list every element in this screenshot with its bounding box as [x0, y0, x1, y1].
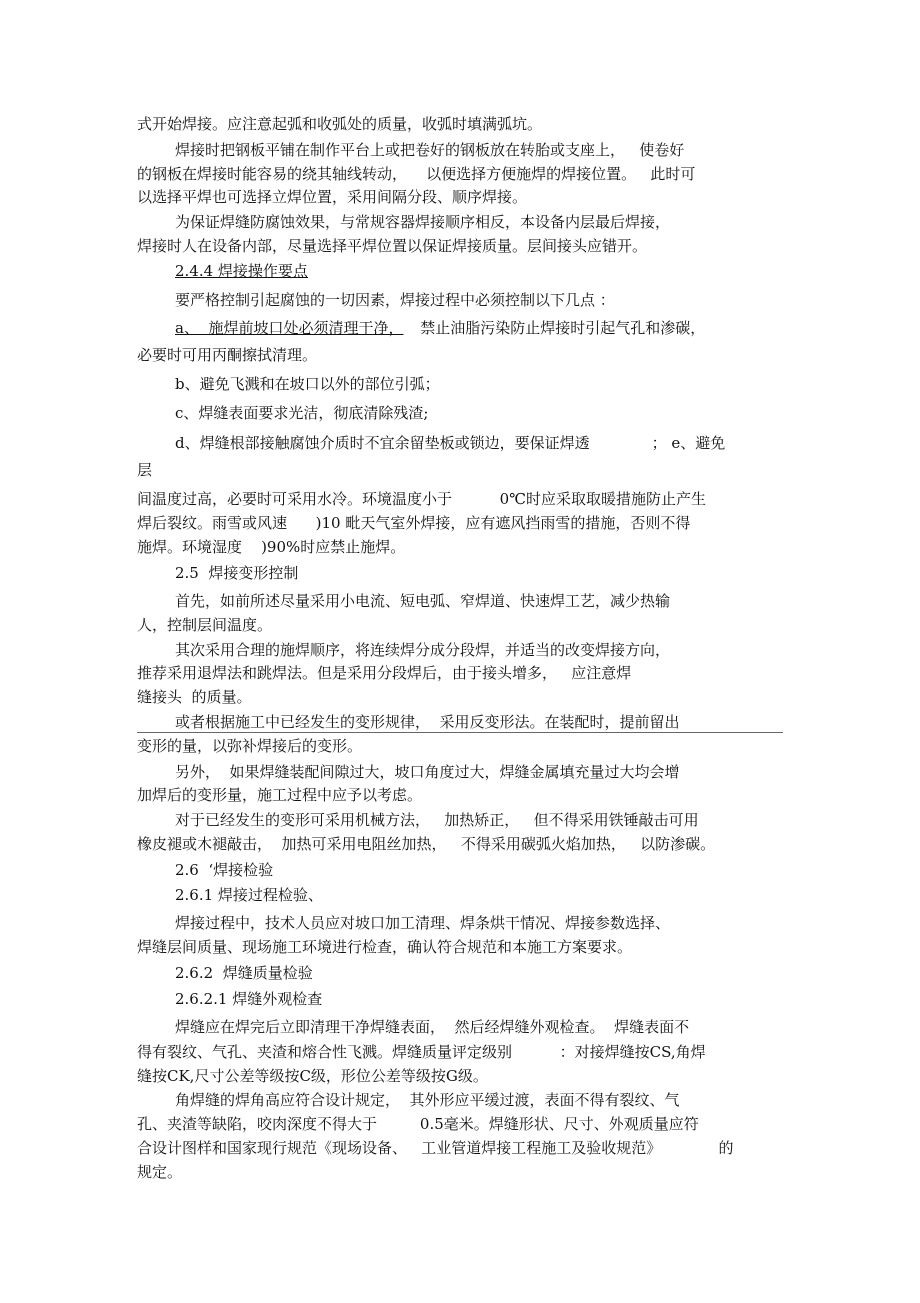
text-line: 对于已经发生的变形可采用机械方法， 加热矫正， 但不得采用铁锤敲击可用 — [175, 811, 699, 829]
text-line: 缝按CK,尺寸公差等级按C级，形位公差等级按G级。 — [137, 1067, 488, 1085]
text-line: 必要时可用丙酮擦拭清理。 — [137, 346, 318, 364]
text-line: 焊接时把钢板平铺在制作平台上或把卷好的钢板放在转胎或支座上， 使卷好 — [175, 141, 685, 159]
list-item: d、焊缝根部接触腐蚀介质时不宜余留垫板或锁边，要保证焊透 ； e、避免 — [175, 434, 726, 452]
text-line: 禁止油脂污染防止焊接时引起气孔和渗碳， — [406, 319, 706, 337]
text-line: 变形的量，以弥补焊接后的变形。 — [137, 737, 363, 755]
section-heading: 2.6.2 焊缝质量检验 — [175, 964, 313, 982]
text-line: 要严格控制引起腐蚀的一切因素，焊接过程中必须控制以下几点 ： — [175, 291, 615, 309]
text-line: 施焊。环境湿度 )90%时应禁止施焊。 — [137, 538, 406, 556]
text-line: 或者根据施工中已经发生的变形规律， 采用反变形法。在装配时，提前留出 — [175, 713, 680, 731]
text-line: 间温度过高，必要时可采用水冷。环境温度小于 0℃时应采取取暖措施防止产生 — [137, 490, 707, 508]
section-heading: 2.6.2.1 焊缝外观检查 — [175, 990, 323, 1008]
text-line: 首先，如前所述尽量采用小电流、短电弧、窄焊道、快速焊工艺，减少热输 — [175, 592, 671, 610]
text-line: 角焊缝的焊角高应符合设计规定， 其外形应平缓过渡，表面不得有裂纹、气 — [175, 1091, 680, 1109]
text-line: 另外， 如果焊缝装配间隙过大，坡口角度过大，焊缝金属填充量过大均会增 — [175, 763, 680, 781]
list-item: c、焊缝表面要求光洁，彻底清除残渣; — [175, 404, 429, 422]
text-line: 孔、夹渣等缺陷，咬肉深度不得大于 0.5毫米。焊缝形状、尺寸、外观质量应符 — [137, 1115, 699, 1133]
text-line: 的钢板在焊接时能容易的绕其轴线转动， 以便选择方便施焊的焊接位置。 此时可 — [137, 165, 696, 183]
section-heading: 2.4.4 焊接操作要点 — [175, 262, 308, 280]
text-line: 推荐采用退焊法和跳焊法。但是采用分段焊后，由于接头增多， 应注意焊 — [137, 664, 632, 682]
text-line: 为保证焊缝防腐蚀效果，与常规容器焊接顺序相反，本设备内层最后焊接， — [175, 213, 671, 231]
text-line: 规定。 — [137, 1163, 183, 1181]
text-line: 焊后裂纹。雨雪或风速 )10 毗天气室外焊接，应有遮风挡雨雪的措施，否则不得 — [137, 514, 691, 532]
text-line: 得有裂纹、气孔、夹渣和熔合性飞溅。焊缝质量评定级别 ：对接焊缝按CS,角焊 — [137, 1043, 706, 1061]
text-line: 加焊后的变形量，施工过程中应予以考虑。 — [137, 786, 423, 804]
text-line: 式开始焊接。应注意起弧和收弧处的质量，收弧时填满弧坑。 — [137, 115, 543, 133]
text-line: 合设计图样和国家现行规范《现场设备、 工业管道焊接工程施工及验收规范》 的 — [137, 1139, 734, 1157]
list-item: b、避免飞溅和在坡口以外的部位引弧； — [175, 375, 440, 393]
text-line: 橡皮褪或木褪敲击， 加热可采用电阻丝加热， 不得采用碳弧火焰加热， 以防渗碳。 — [137, 835, 716, 853]
text-line: 人，控制层间温度。 — [137, 616, 273, 634]
text-line: 其次采用合理的施焊顺序，将连续焊分成分段焊，并适当的改变焊接方向， — [175, 641, 671, 659]
section-heading: 2.6 ‘焊接检验 — [175, 861, 274, 879]
text-line: 缝接头 的质量。 — [137, 688, 252, 706]
horizontal-rule — [137, 732, 783, 733]
text-line: 焊接时人在设备内部，尽量选择平焊位置以保证焊接质量。层间接头应错开。 — [137, 237, 648, 255]
text-line: 以选择平焊也可选择立焊位置，采用间隔分段、顺序焊接。 — [137, 188, 528, 206]
section-heading: 2.5 焊接变形控制 — [175, 564, 299, 582]
text-line: a、 施焊前坡口处必须清理干净， — [175, 319, 404, 337]
section-heading: 2.6.1 焊接过程检验、 — [175, 886, 323, 904]
text-line: 焊接过程中，技术人员应对坡口加工清理、焊条烘干情况、焊接参数选择、 — [175, 914, 671, 932]
text-line: 层 — [137, 461, 153, 479]
text-line: 焊缝应在焊完后立即清理干净焊缝表面， 然后经焊缝外观检查。 焊缝表面不 — [175, 1018, 690, 1036]
text-line: 焊缝层间质量、现场施工环境进行检查，确认符合规范和本施工方案要求。 — [137, 938, 633, 956]
